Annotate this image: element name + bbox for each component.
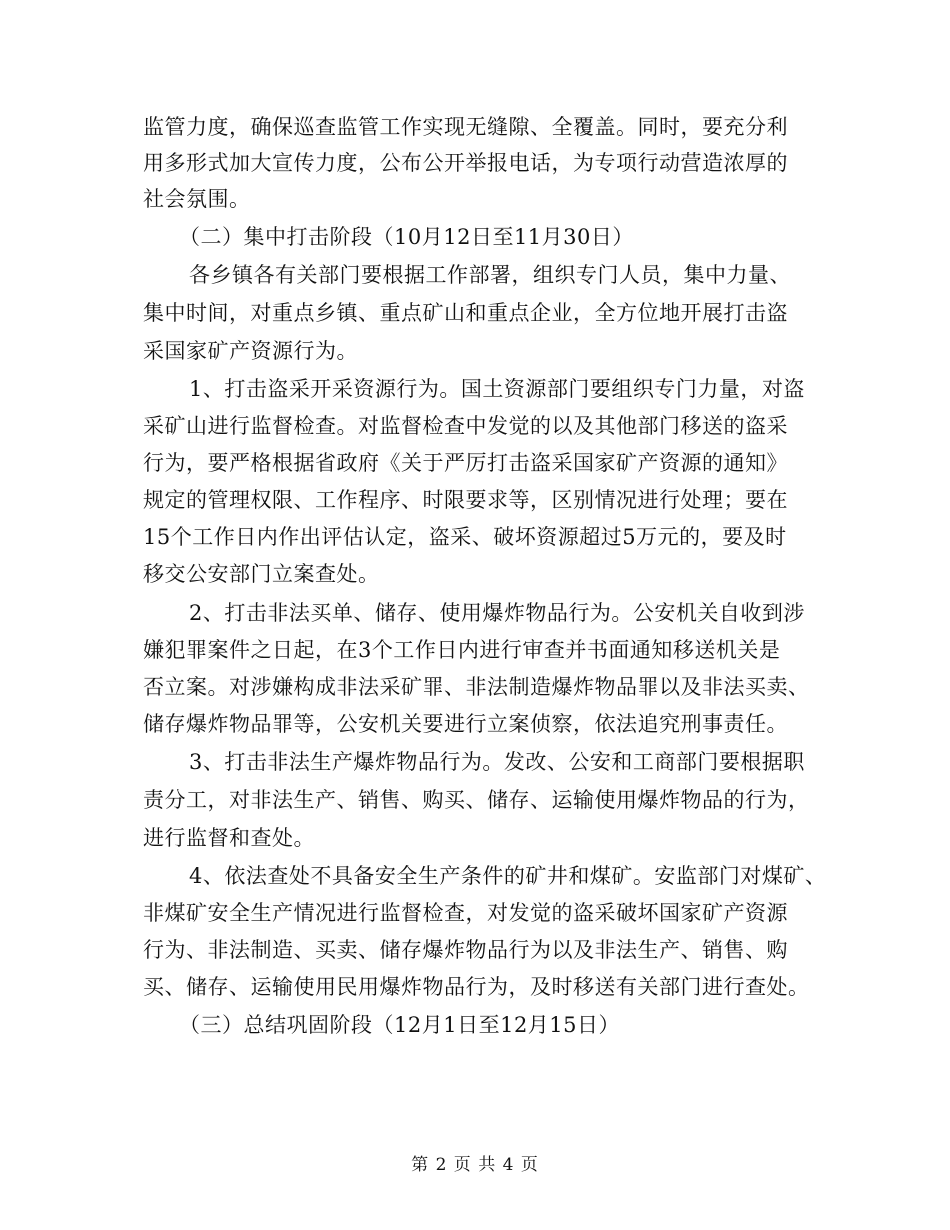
text-line: 4、依法查处不具备安全生产条件的矿井和煤矿。安监部门对煤矿、 xyxy=(189,864,827,888)
text-line: 行为，要严格根据省政府《关于严厉打击盗采国家矿产资源的通知》 xyxy=(143,451,788,475)
text-line: 社会氛围。 xyxy=(143,187,251,211)
text-line: 15个工作日内作出评估认定，盗采、破坏资源超过5万元的，要及时 xyxy=(143,525,787,549)
text-line: 2、打击非法买单、储存、使用爆炸物品行为。公安机关自收到涉 xyxy=(189,601,805,625)
text-line: 储存爆炸物品罪等，公安机关要进行立案侦察，依法追究刑事责任。 xyxy=(143,712,788,736)
text-line: 买、储存、运输使用民用爆炸物品行为，及时移送有关部门进行查处。 xyxy=(143,975,810,999)
text-line: 采国家矿产资源行为。 xyxy=(143,339,358,363)
section-heading: （二）集中打击阶段（10月12日至11月30日） xyxy=(179,225,634,249)
page-footer: 第 2 页 共 4 页 xyxy=(411,1155,539,1175)
text-line: 嫌犯罪案件之日起，在3个工作日内进行审查并书面通知移送机关是 xyxy=(143,638,781,662)
section-heading: （三）总结巩固阶段（12月1日至12月15日） xyxy=(179,1013,621,1037)
text-line: 规定的管理权限、工作程序、时限要求等，区别情况进行处理；要在 xyxy=(143,488,788,512)
text-line: 3、打击非法生产爆炸物品行为。发改、公安和工商部门要根据职 xyxy=(189,750,805,774)
text-line: 行为、非法制造、买卖、储存爆炸物品行为以及非法生产、销售、购 xyxy=(143,938,788,962)
text-line: 监管力度，确保巡查监管工作实现无缝隙、全覆盖。同时，要充分利 xyxy=(143,115,788,139)
text-line: 1、打击盗采开采资源行为。国土资源部门要组织专门力量，对盗 xyxy=(189,377,805,401)
text-line: 否立案。对涉嫌构成非法采矿罪、非法制造爆炸物品罪以及非法买卖、 xyxy=(143,675,810,699)
text-line: 责分工，对非法生产、销售、购买、储存、运输使用爆炸物品的行为， xyxy=(143,788,810,812)
text-line: 移交公安部门立案查处。 xyxy=(143,562,380,586)
text-line: 进行监督和查处。 xyxy=(143,826,315,850)
text-line: 集中时间，对重点乡镇、重点矿山和重点企业，全方位地开展打击盗 xyxy=(143,301,788,325)
text-line: 非煤矿安全生产情况进行监督检查，对发觉的盗采破坏国家矿产资源 xyxy=(143,901,788,925)
text-line: 用多形式加大宣传力度，公布公开举报电话，为专项行动营造浓厚的 xyxy=(143,151,788,175)
text-line: 采矿山进行监督检查。对监督检查中发觉的以及其他部门移送的盗采 xyxy=(143,414,788,438)
text-line: 各乡镇各有关部门要根据工作部署，组织专门人员，集中力量、 xyxy=(189,263,791,287)
